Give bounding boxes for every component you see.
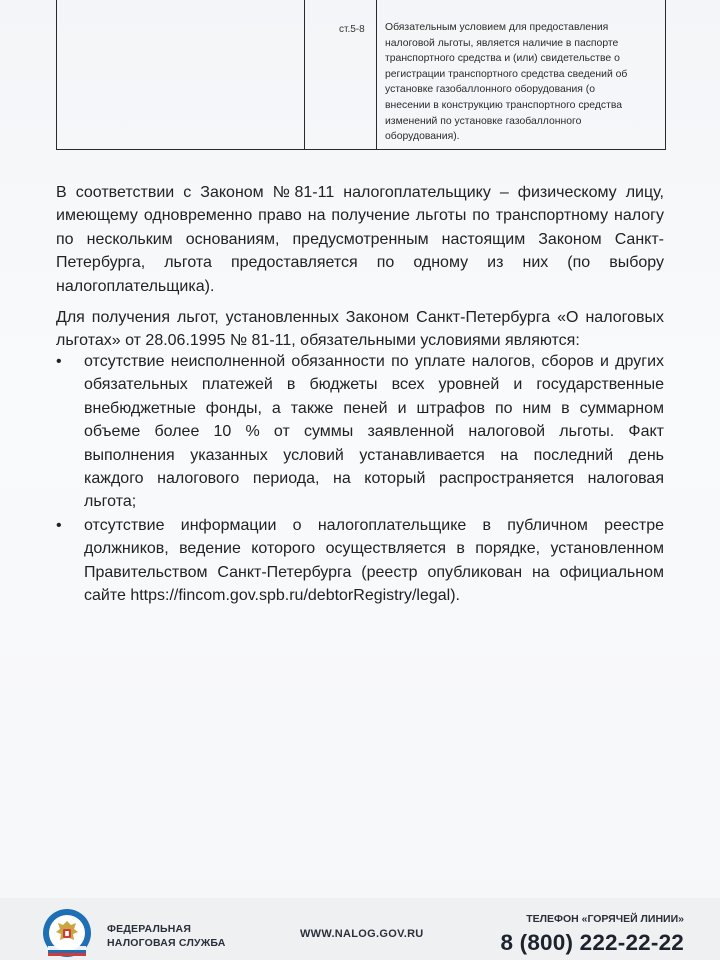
list-item-line: каждого налогового периода, на который распространяется налоговая	[84, 470, 664, 488]
paragraph-line: налогоплательщика).	[56, 277, 215, 295]
table-line: изменений по установке газобаллонного	[385, 115, 582, 127]
list-item-line: должников, ведение которого осуществляется в порядке, установленном	[84, 540, 664, 558]
table-line: внесении в конструкцию транспортного средства	[385, 99, 623, 111]
paragraph-line: льготах» от 28.06.1995 № 81-11, обязательными условиями являются:	[56, 332, 580, 350]
paragraph-line: по нескольким основаниям, предусмотренным настоящим Законом Санкт-	[56, 230, 664, 248]
list-item-line: отсутствие информации о налогоплательщике в публичном реестре	[84, 516, 664, 534]
website-link[interactable]: WWW.NALOG.GOV.RU	[300, 928, 424, 940]
conditions-list	[56, 350, 664, 607]
paragraph-conditions-intro	[56, 306, 664, 353]
table-cell-empty	[57, 0, 305, 149]
table-line: транспортного средства и (или) свидетельстве о	[385, 53, 620, 65]
list-item-line: отсутствие неисполненной обязанности по уплате налогов, сборов и других	[84, 353, 664, 370]
paragraph-line: Для получения льгот, установленных Законом Санкт-Петербурга «О налоговых	[56, 309, 664, 326]
fns-emblem-icon	[42, 908, 92, 958]
paragraph-line: Петербурга, льгота предоставляется по одному из них (по выбору	[56, 254, 664, 272]
list-item-line: объеме более 10 % от суммы заявленной налоговой льготы. Факт	[84, 423, 664, 441]
paragraph-law-81-11	[56, 181, 664, 298]
hotline-phone[interactable]: 8 (800) 222-22-22	[500, 930, 684, 955]
paragraph-line: В соответствии с Законом №81-11 налогоплательщику – физическому лицу,	[56, 184, 664, 201]
list-item-line: выполнения указанных условий устанавливается на последний день	[84, 446, 664, 464]
org-name-line: НАЛОГОВАЯ СЛУЖБА	[107, 937, 226, 949]
org-name	[107, 922, 226, 950]
bullet-marker: •	[56, 353, 62, 370]
table-line: Обязательным условием для предоставления	[385, 22, 609, 33]
table-line: оборудования).	[385, 131, 460, 143]
table-line: регистрации транспортного средства сведений об	[385, 68, 628, 80]
list-item-line: Правительством Санкт-Петербурга (реестр опубликован на официальном	[84, 563, 664, 581]
table-line: налоговой льготы, является наличие в паспорте	[385, 37, 619, 49]
list-item-line: внебюджетные фонды, а также пеней и штрафов по ним в суммарном	[84, 399, 664, 417]
table-line: установке газобаллонного оборудования (о	[385, 84, 596, 96]
table-cell-article: ст.5-8	[305, 0, 377, 149]
list-item-line: сайте https://fincom.gov.spb.ru/debtorRegistry/legal).	[84, 587, 460, 605]
list-item-line: льгота;	[84, 493, 137, 511]
list-item-line: обязательных платежей в бюджеты всех уровней и государственные	[84, 376, 664, 394]
benefit-table	[56, 0, 666, 150]
list-item	[56, 350, 664, 514]
bullet-marker: •	[56, 516, 62, 534]
hotline-label: ТЕЛЕФОН «ГОРЯЧЕЙ ЛИНИИ»	[526, 913, 684, 925]
org-name-line: ФЕДЕРАЛЬНАЯ	[107, 923, 192, 935]
paragraph-line: имеющему одновременно право на получение льготы по транспортному налогу	[56, 207, 664, 225]
table-cell-condition	[377, 0, 665, 149]
list-item	[56, 514, 664, 608]
